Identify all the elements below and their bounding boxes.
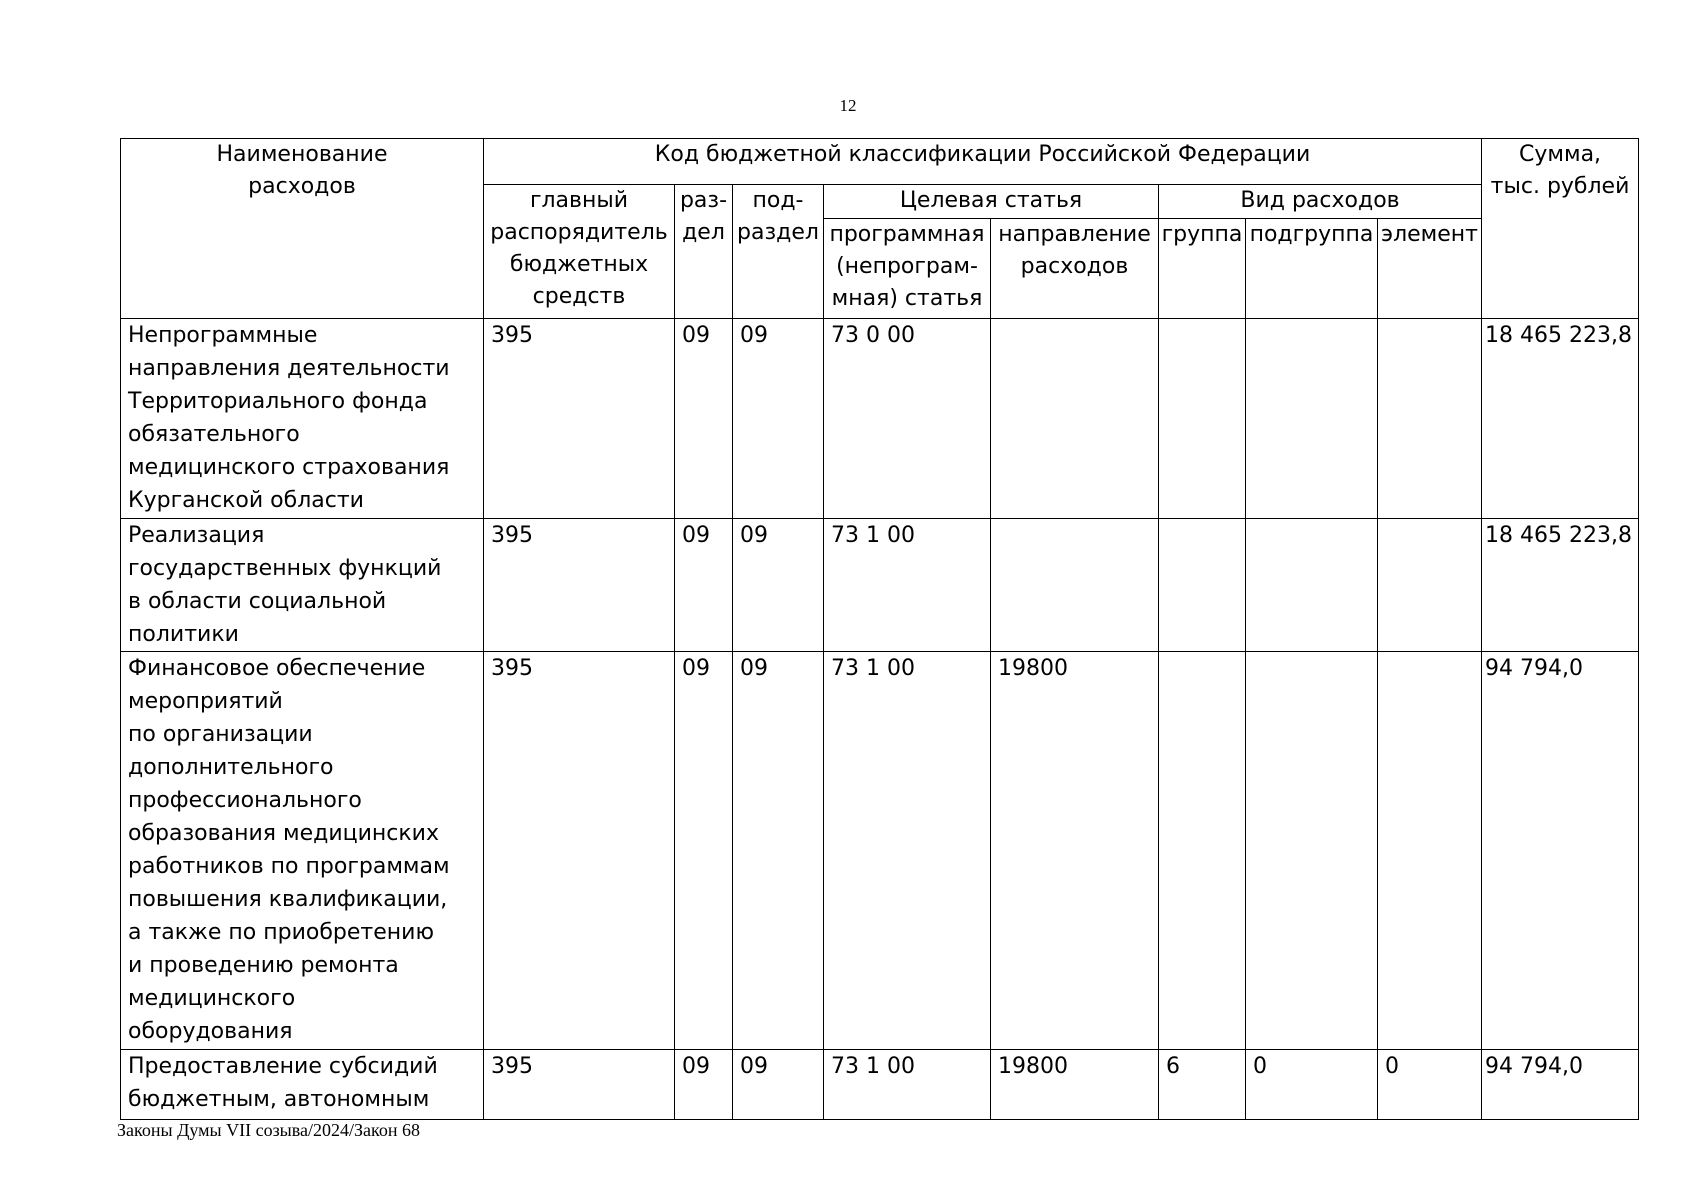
header-main-manager: главный распорядитель бюджетных средств xyxy=(484,185,675,319)
table-row xyxy=(121,652,1639,1050)
header-element: элемент xyxy=(1378,219,1482,319)
row-manager: 395 xyxy=(484,1050,675,1120)
row-name: Реализация государственных функций в области социальной политики xyxy=(121,519,484,652)
header-program-article: программная (непрограм- мная) статья xyxy=(824,219,991,319)
row-direction: 19800 xyxy=(991,652,1159,1050)
header-expense-type: Вид расходов xyxy=(1159,185,1482,219)
row-sum: 94 794,0 xyxy=(1482,1050,1639,1120)
header-code: Код бюджетной классификации Российской Федерации xyxy=(484,139,1482,185)
row-element xyxy=(1378,519,1482,652)
table-row xyxy=(121,1050,1639,1120)
row-subsection: 09 xyxy=(733,519,824,652)
row-element xyxy=(1378,652,1482,1050)
row-subsection: 09 xyxy=(733,319,824,519)
row-direction: 19800 xyxy=(991,1050,1159,1120)
row-name: Финансовое обеспечение мероприятий по организации дополнительного профессионального образования медицинских работников по программам повышения квалификации, а также по приобретению и проведению ремонта медицинского оборудования xyxy=(121,652,484,1050)
row-program: 73 1 00 xyxy=(824,652,991,1050)
header-sum: Сумма, тыс. рублей xyxy=(1482,139,1639,319)
row-element xyxy=(1378,319,1482,519)
row-sum: 94 794,0 xyxy=(1482,652,1639,1050)
row-section: 09 xyxy=(675,1050,733,1120)
row-element: 0 xyxy=(1378,1050,1482,1120)
row-section: 09 xyxy=(675,519,733,652)
page-number: 12 xyxy=(839,96,857,115)
row-subsection: 09 xyxy=(733,1050,824,1120)
row-subsection: 09 xyxy=(733,652,824,1050)
footer-note: Законы Думы VII созыва/2024/Закон 68 xyxy=(117,1120,420,1140)
table-body xyxy=(121,319,1639,1120)
row-manager: 395 xyxy=(484,319,675,519)
row-sum: 18 465 223,8 xyxy=(1482,519,1639,652)
row-subgroup xyxy=(1246,652,1378,1050)
table-row xyxy=(121,319,1639,519)
row-subgroup xyxy=(1246,319,1378,519)
budget-table xyxy=(120,138,1639,1120)
header-subgroup: подгруппа xyxy=(1246,219,1378,319)
header-group: группа xyxy=(1159,219,1246,319)
row-direction xyxy=(991,319,1159,519)
row-group: 6 xyxy=(1159,1050,1246,1120)
row-subgroup: 0 xyxy=(1246,1050,1378,1120)
row-manager: 395 xyxy=(484,652,675,1050)
row-program: 73 1 00 xyxy=(824,519,991,652)
header-name: Наименование расходов xyxy=(121,139,484,319)
row-section: 09 xyxy=(675,652,733,1050)
table-header xyxy=(121,139,1639,319)
row-manager: 395 xyxy=(484,519,675,652)
row-program: 73 1 00 xyxy=(824,1050,991,1120)
row-sum: 18 465 223,8 xyxy=(1482,319,1639,519)
row-group xyxy=(1159,319,1246,519)
header-subsection: под- раздел xyxy=(733,185,824,319)
table-row xyxy=(121,519,1639,652)
row-subgroup xyxy=(1246,519,1378,652)
row-program: 73 0 00 xyxy=(824,319,991,519)
header-expense-direction: направление расходов xyxy=(991,219,1159,319)
row-group xyxy=(1159,519,1246,652)
header-section: раз- дел xyxy=(675,185,733,319)
row-name: Непрограммные направления деятельности Территориального фонда обязательного медицинского страхования Курганской области xyxy=(121,319,484,519)
row-group xyxy=(1159,652,1246,1050)
row-name: Предоставление субсидий бюджетным, автономным xyxy=(121,1050,484,1120)
row-section: 09 xyxy=(675,319,733,519)
row-direction xyxy=(991,519,1159,652)
header-target-article: Целевая статья xyxy=(824,185,1159,219)
